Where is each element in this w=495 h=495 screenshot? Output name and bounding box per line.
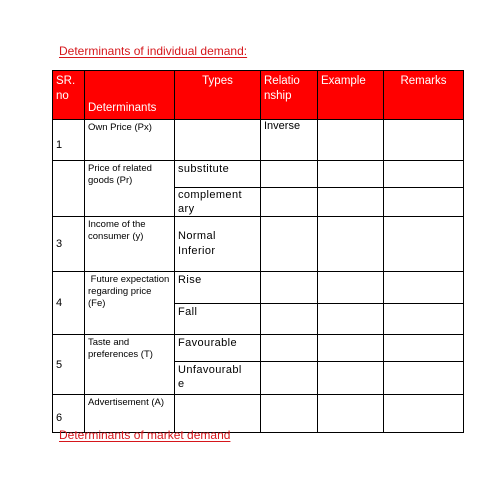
type-label: Fall — [178, 306, 198, 318]
relationship-cell — [261, 362, 318, 395]
determinant-label: Future expectation regarding price (Fe) — [88, 274, 172, 309]
determinant-cell — [85, 335, 175, 395]
type-cell — [175, 395, 261, 433]
relationship-cell — [261, 335, 318, 362]
example-cell — [318, 335, 384, 362]
determinant-cell — [85, 161, 175, 217]
determinant-label: Income of the consumer (y) — [88, 219, 146, 242]
type-cell — [175, 217, 261, 272]
type-cell — [175, 362, 261, 395]
relationship-cell — [261, 272, 318, 304]
determinant-cell — [85, 395, 175, 433]
table-row — [53, 161, 464, 188]
relationship-cell — [261, 188, 318, 217]
relationship-cell — [261, 395, 318, 433]
relationship-cell — [261, 304, 318, 335]
table-row — [53, 217, 464, 272]
sr-cell — [53, 335, 85, 395]
type-cell — [175, 188, 261, 217]
sr-cell — [53, 217, 85, 272]
sr-cell — [53, 395, 85, 433]
relationship-cell — [261, 217, 318, 272]
type-cell — [175, 304, 261, 335]
sr-number: 4 — [56, 297, 63, 309]
type-label: substitute — [178, 163, 230, 175]
table-row — [53, 335, 464, 362]
determinant-cell — [85, 217, 175, 272]
remarks-cell — [384, 362, 464, 395]
sr-number: 6 — [56, 412, 63, 424]
type-label: Normal Inferior — [178, 230, 216, 257]
remarks-cell — [384, 188, 464, 217]
example-cell — [318, 272, 384, 304]
example-cell — [318, 188, 384, 217]
sr-number: 5 — [56, 358, 63, 371]
remarks-cell — [384, 161, 464, 188]
sr-cell — [53, 161, 85, 217]
determinants-table — [52, 70, 464, 433]
header-example: Example — [318, 71, 384, 120]
table-row — [53, 120, 464, 161]
relationship-cell — [261, 161, 318, 188]
relationship-value: Inverse — [264, 120, 301, 132]
determinant-cell — [85, 272, 175, 335]
type-label: Unfavourabl e — [178, 364, 242, 390]
type-label: Favourable — [178, 337, 238, 349]
example-cell — [318, 161, 384, 188]
example-cell — [318, 217, 384, 272]
remarks-cell — [384, 272, 464, 304]
remarks-cell — [384, 335, 464, 362]
determinant-cell — [85, 120, 175, 161]
relationship-cell — [261, 120, 318, 161]
example-cell — [318, 120, 384, 161]
remarks-cell — [384, 120, 464, 161]
section-heading-market-demand: Determinants of market demand — [59, 428, 231, 442]
sr-cell — [53, 120, 85, 161]
determinant-label: Taste and preferences (T) — [88, 337, 153, 360]
header-relationship: Relatio nship — [261, 71, 318, 120]
type-label: Rise — [178, 274, 202, 286]
table-row — [53, 272, 464, 304]
type-label: complement ary — [178, 189, 242, 215]
section-heading-individual-demand: Determinants of individual demand: — [59, 44, 248, 58]
determinant-label: Advertisement (A) — [88, 397, 165, 408]
type-cell — [175, 272, 261, 304]
remarks-cell — [384, 304, 464, 335]
header-types: Types — [175, 71, 261, 120]
example-cell — [318, 362, 384, 395]
sr-number: 1 — [56, 139, 63, 151]
header-remarks: Remarks — [384, 71, 464, 120]
determinant-label: Price of related goods (Pr) — [88, 163, 152, 186]
example-cell — [318, 395, 384, 433]
type-cell — [175, 335, 261, 362]
sr-number: 3 — [56, 238, 63, 250]
type-cell — [175, 120, 261, 161]
remarks-cell — [384, 395, 464, 433]
header-determinants: Determinants — [85, 71, 175, 120]
table-header-row — [53, 71, 464, 120]
determinant-label: Own Price (Px) — [88, 122, 152, 133]
example-cell — [318, 304, 384, 335]
table-row — [53, 395, 464, 433]
type-cell — [175, 161, 261, 188]
header-sr-no: SR. no — [53, 71, 85, 120]
remarks-cell — [384, 217, 464, 272]
sr-cell — [53, 272, 85, 335]
